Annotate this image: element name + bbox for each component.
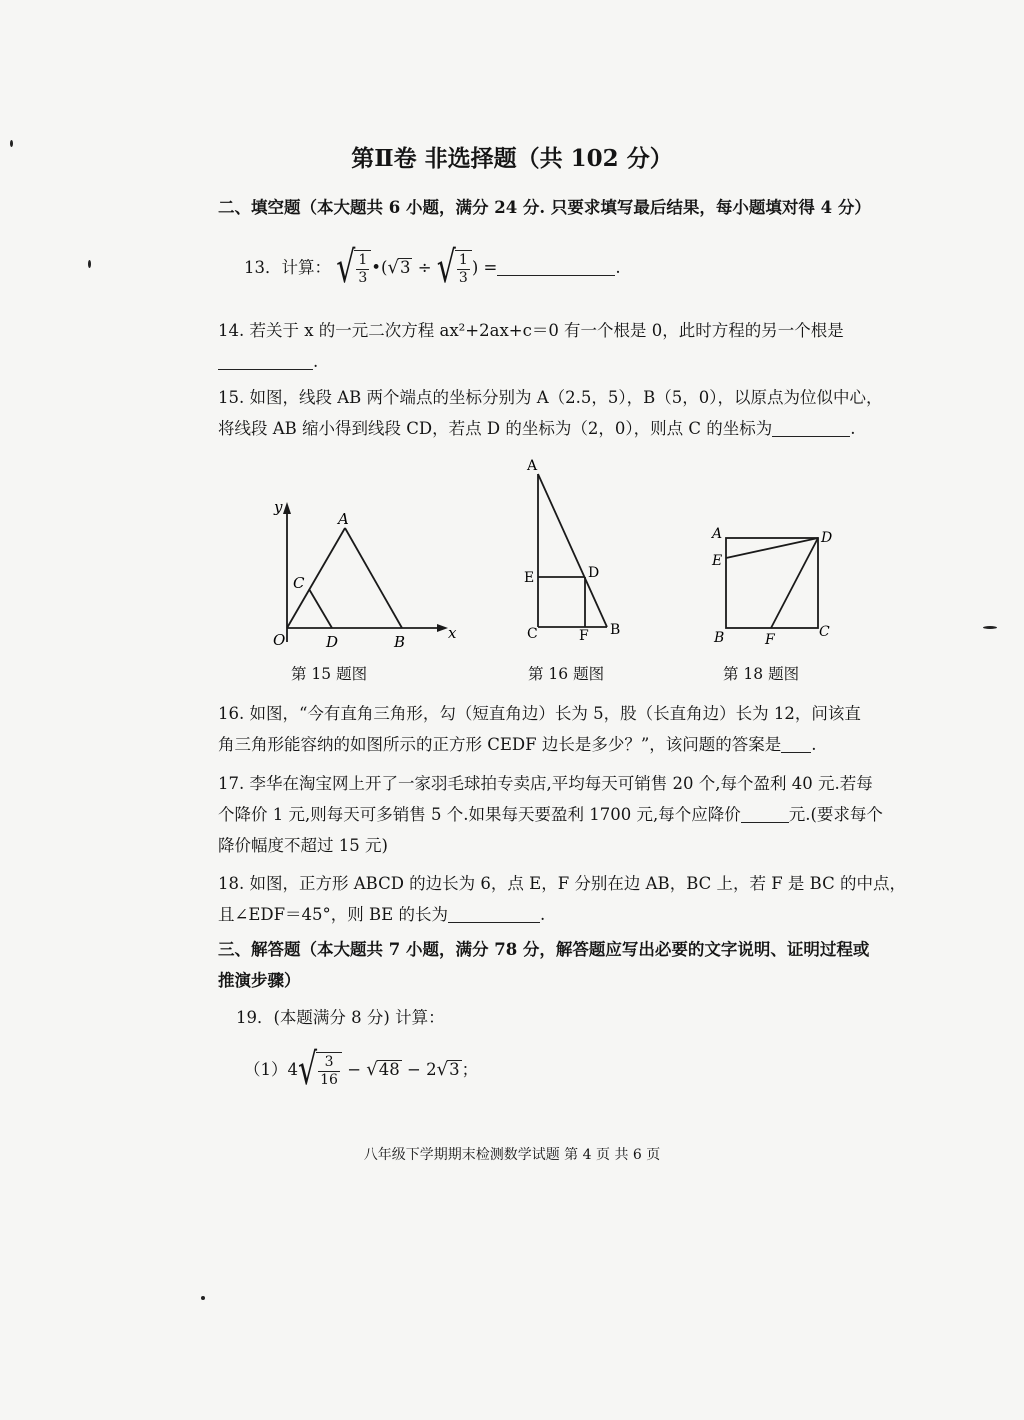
q17-line1: 17. 李华在淘宝网上开了一家羽毛球拍专卖店,平均每天可销售 20 个,每个盈利 40 元.若每 (218, 774, 873, 793)
section3-line2: 推演步骤） (218, 971, 301, 990)
label-c: C (293, 574, 305, 592)
page-footer: 八年级下学期期末检测数学试题 第 4 页 共 6 页 (363, 1147, 661, 1163)
label-f: F (765, 632, 775, 648)
label-e: E (524, 570, 535, 586)
section3-heading (218, 934, 908, 996)
answer-blank (781, 734, 811, 753)
y-axis-arrow (283, 502, 291, 514)
label-b: B (714, 630, 725, 646)
answer-blank (741, 804, 789, 823)
radical-sign: √ (387, 257, 399, 278)
figure-16-caption: 第 16 题图 (528, 665, 605, 683)
label-b: B (394, 633, 406, 651)
label-a: A (712, 526, 723, 542)
q13-frac2-num: 1 (458, 252, 468, 268)
q17-line2: 个降价 1 元,则每天可多销售 5 个.如果每天要盈利 1700 元,每个应降价 (218, 805, 741, 824)
figure-18-caption: 第 18 题图 (723, 665, 800, 683)
label-d: D (588, 565, 600, 581)
label-y: y (274, 498, 283, 516)
segment-ab (538, 474, 607, 627)
q16-line1: 16. 如图，“今有直角三角形，勾（短直角边）长为 5，股（长直角边）长为 12，问该直 (218, 704, 861, 723)
label-a: A (338, 510, 349, 528)
q13-frac2-den: 3 (458, 270, 468, 286)
question-17 (218, 768, 908, 861)
scan-speck (10, 140, 13, 147)
figure-18 (705, 520, 840, 650)
q16-line2: 角三角形能容纳的如图所示的正方形 CEDF 边长是多少？”，该问题的答案是 (218, 735, 782, 754)
q13-div: ÷ (412, 258, 437, 277)
radical-sign: √ (436, 242, 456, 294)
label-d: D (326, 633, 339, 651)
q17-line2-end: 元.(要求每个 (788, 805, 883, 824)
q13-frac1-den: 3 (358, 270, 368, 286)
q19-frac-den: 16 (320, 1072, 338, 1088)
scan-speck (88, 260, 91, 268)
q13-eq: ) = (471, 258, 498, 277)
q18-line1: 18. 如图，正方形 ABCD 的边长为 6，点 E，F 分别在边 AB，BC 上，若 F 是 BC 的中点， (218, 874, 906, 893)
figure-15-caption: 第 15 题图 (291, 665, 368, 683)
q19-sqrt48: 48 (378, 1060, 400, 1079)
q19-minus1: − (341, 1060, 367, 1079)
q15-end: . (850, 419, 856, 438)
radical-sign: √ (436, 1059, 449, 1080)
q19-sqrt3: 3 (449, 1060, 460, 1079)
q19-p1-label: （1） (244, 1060, 288, 1079)
question-19-head: 19．(本题满分 8 分) 计算： (236, 1008, 445, 1027)
label-f: F (579, 628, 589, 644)
q18-line2: 且∠EDF＝45°，则 BE 的长为 (218, 905, 448, 924)
answer-blank (448, 904, 540, 923)
answer-blank (218, 351, 313, 370)
scan-speck (201, 1296, 205, 1300)
answer-blank (772, 418, 850, 437)
answer-blank (497, 257, 615, 276)
segment-cd (309, 589, 332, 628)
question-13 (244, 242, 934, 294)
q19-minus2: − 2 (401, 1060, 437, 1079)
q19-coef: 4 (287, 1060, 298, 1079)
section2-heading: 二、填空题（本大题共 6 小题，满分 24 分. 只要求填写最后结果，每小题填对得 4 分） (218, 198, 871, 217)
label-e: E (712, 553, 723, 569)
question-18 (218, 868, 908, 930)
page-title: 第Ⅱ卷 非选择题（共 102 分） (351, 145, 673, 172)
scan-speck (983, 626, 997, 629)
label-c: C (527, 626, 538, 642)
radical-sign: √ (298, 1044, 318, 1096)
figure-16 (518, 452, 633, 647)
x-axis-arrow (437, 624, 448, 632)
q15-line1: 15. 如图，线段 AB 两个端点的坐标分别为 A（2.5，5），B（5，0），以原点为位似中心， (218, 388, 883, 407)
question-14 (218, 315, 908, 377)
square-abcd (726, 538, 818, 628)
q14-line1: 14. 若关于 x 的一元二次方程 ax²+2ax+c＝0 有一个根是 0，此时方程的另一个根是 (218, 321, 844, 340)
question-19-part1 (244, 1044, 934, 1096)
q13-sqrt3: 3 (399, 258, 411, 277)
segment-fd (771, 538, 818, 628)
question-15 (218, 382, 908, 444)
radical-sign: √ (336, 242, 356, 294)
q16-end: . (811, 735, 817, 754)
q17-line3: 降价幅度不超过 15 元) (218, 836, 388, 855)
segment-ed (726, 538, 818, 558)
q13-prefix: 13．计算： (244, 258, 331, 277)
radical-sign: √ (366, 1059, 378, 1080)
segment-ab (345, 528, 402, 628)
label-b: B (610, 622, 621, 638)
q13-frac1-num: 1 (358, 252, 368, 268)
label-o: O (273, 631, 286, 649)
label-a: A (527, 458, 538, 474)
question-16 (218, 698, 908, 760)
q15-line2: 将线段 AB 缩小得到线段 CD，若点 D 的坐标为（2，0），则点 C 的坐标为 (218, 419, 773, 438)
label-d: D (821, 530, 833, 546)
q19-frac-num: 3 (318, 1054, 340, 1072)
q18-end: . (539, 905, 546, 924)
q14-end: . (313, 352, 319, 371)
q13-end: . (615, 258, 621, 277)
q13-bullet: •( (371, 258, 388, 277)
figure-15 (262, 490, 462, 660)
q19-end: ； (461, 1060, 479, 1079)
label-x: x (448, 624, 457, 642)
section3-line1: 三、解答题（本大题共 7 小题，满分 78 分，解答题应写出必要的文字说明、证明过程或 (218, 940, 870, 959)
label-c: C (819, 624, 830, 640)
